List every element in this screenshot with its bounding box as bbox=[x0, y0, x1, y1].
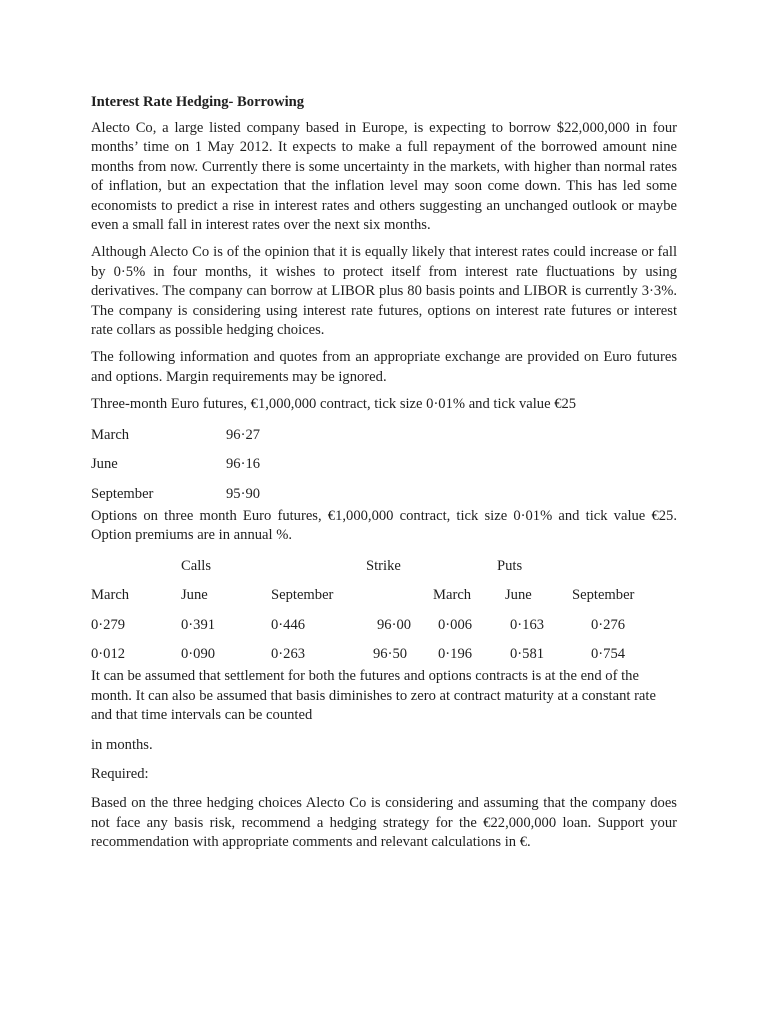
futures-month: March bbox=[91, 426, 130, 443]
futures-month: June bbox=[91, 456, 118, 473]
document-page bbox=[91, 92, 677, 861]
calls-march-header: March bbox=[91, 587, 130, 604]
call-march-premium: 0·279 bbox=[91, 616, 126, 633]
calls-september-header: September bbox=[271, 587, 334, 604]
put-june-premium: 0·163 bbox=[510, 616, 545, 633]
futures-price: 96·27 bbox=[226, 426, 261, 443]
futures-price: 95·90 bbox=[226, 485, 261, 502]
put-march-premium: 0·006 bbox=[438, 616, 473, 633]
page-title: Interest Rate Hedging- Borrowing bbox=[91, 94, 305, 110]
paragraph-exchange-info: The following information and quotes from an appropriate exchange are provided on Euro futures and options. Margin requirements may be ignored. bbox=[91, 349, 677, 385]
call-june-premium: 0·090 bbox=[181, 646, 216, 663]
futures-row bbox=[91, 455, 677, 485]
paragraph-intro: Alecto Co, a large listed company based in Europe, is expecting to borrow $22,000,000 in four months’ time on 1 May 2012. It expects to make a full repayment of the borrowed amount nine months from now. Currently there is some uncertainty in the markets, with higher than normal rates of inflation, but an expectation that the inflation level may soon come down. This has led some economists to predict a rise in interest rates and others suggesting an unchanged outlook or maybe even a small fall in interest rates over the next six months. bbox=[91, 120, 677, 234]
strike-price: 96·00 bbox=[377, 616, 412, 633]
paragraph-requirement: Based on the three hedging choices Alecto Co is considering and assuming that the company does not face any basis risk, recommend a hedging strategy for the €22,000,000 loan. Support your recommendation with appropriate comments and relevant calculations in €. bbox=[91, 795, 677, 851]
futures-row bbox=[91, 426, 677, 456]
paragraph-assumptions: It can be assumed that settlement for both the futures and options contracts is at the end of the month. It can also be assumed that basis diminishes to zero at contract maturity at a constant rate and that time intervals can be counted bbox=[91, 668, 656, 724]
table-row bbox=[91, 645, 677, 667]
put-september-premium: 0·754 bbox=[591, 646, 626, 663]
call-september-premium: 0·446 bbox=[271, 616, 306, 633]
options-month-header bbox=[91, 586, 677, 616]
paragraph-continued: in months. bbox=[91, 736, 153, 753]
puts-september-header: September bbox=[572, 587, 635, 604]
required-label: Required: bbox=[91, 765, 149, 782]
puts-march-header: March bbox=[433, 587, 472, 604]
calls-june-header: June bbox=[181, 587, 208, 604]
call-march-premium: 0·012 bbox=[91, 646, 126, 663]
puts-june-header: June bbox=[505, 587, 532, 604]
strike-header: Strike bbox=[366, 557, 401, 574]
strike-price: 96·50 bbox=[373, 646, 408, 663]
put-september-premium: 0·276 bbox=[591, 616, 626, 633]
put-march-premium: 0·196 bbox=[438, 646, 473, 663]
options-group-header bbox=[91, 557, 677, 587]
calls-header: Calls bbox=[181, 557, 211, 574]
paragraph-hedging-choices: Although Alecto Co is of the opinion that it is equally likely that interest rates could increase or fall by 0·5% in four months, it wishes to protect itself from interest rate fluctuations by using derivatives. The company can borrow at LIBOR plus 80 basis points and LIBOR is currently 3·3%. The company is considering using interest rate futures, options on interest rate futures or interest rate collars as possible hedging choices. bbox=[91, 244, 677, 339]
paragraph-futures-spec: Three-month Euro futures, €1,000,000 contract, tick size 0·01% and tick value €25 bbox=[91, 396, 577, 413]
options-table bbox=[91, 557, 677, 668]
puts-header: Puts bbox=[497, 557, 523, 574]
call-june-premium: 0·391 bbox=[181, 616, 216, 633]
futures-table bbox=[91, 426, 677, 507]
futures-month: September bbox=[91, 485, 154, 502]
futures-price: 96·16 bbox=[226, 456, 261, 473]
put-june-premium: 0·581 bbox=[510, 646, 545, 663]
call-september-premium: 0·263 bbox=[271, 646, 306, 663]
paragraph-options-spec: Options on three month Euro futures, €1,000,000 contract, tick size 0·01% and tick value €25. Option premiums are in annual %. bbox=[91, 507, 677, 544]
futures-row bbox=[91, 485, 677, 507]
table-row bbox=[91, 616, 677, 646]
